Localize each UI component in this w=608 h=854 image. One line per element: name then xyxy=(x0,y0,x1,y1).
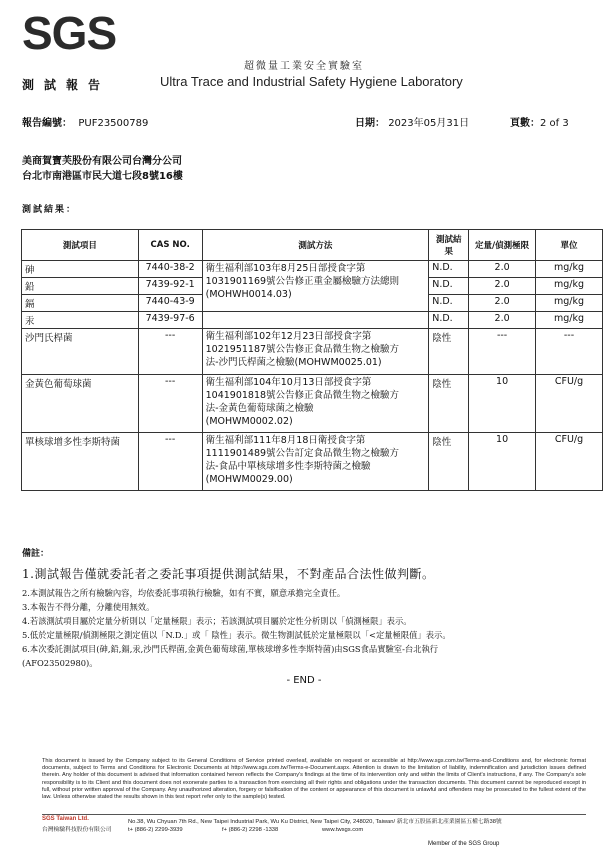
page-number: 頁數：2 of 3 xyxy=(510,118,569,129)
cell-limit: 2.0 xyxy=(469,278,536,295)
cell-result: 陰性 xyxy=(429,433,469,491)
cell-item: 砷 xyxy=(22,261,139,278)
client-address: 台北市南港區市民大道七段8號16樓 xyxy=(22,171,183,182)
notes-section xyxy=(22,546,592,670)
cell-method xyxy=(202,312,429,329)
footer-member: Member of the SGS Group xyxy=(428,841,500,847)
sgs-logo: SGS xyxy=(22,7,117,59)
cell-cas: 7439-97-6 xyxy=(138,312,202,329)
cell-unit: mg/kg xyxy=(536,261,603,278)
cell-limit: 2.0 xyxy=(469,312,536,329)
note-item: 2.本測試報告之所有檢驗內容，均依委託事項執行檢驗，如有不實，願意承擔完全責任。 xyxy=(22,588,346,598)
cell-unit: CFU/g xyxy=(536,375,603,433)
cell-result: N.D. xyxy=(429,312,469,329)
cell-unit: mg/kg xyxy=(536,312,603,329)
header-item: 測試項目 xyxy=(22,230,139,261)
header-method: 測試方法 xyxy=(202,230,429,261)
cell-method: 衛生福利部104年10月13日部授食字第 1041901818號公告修正食品微生物之檢驗方 法-金黃色葡萄球菌之檢驗 (MOHWM0002.02) xyxy=(202,375,429,433)
client-name: 美商賀寶芙股份有限公司台灣分公司 xyxy=(22,156,182,167)
note-item: 1.測試報告僅就委託者之委託事項提供測試結果，不對產品合法性做判斷。 xyxy=(22,567,435,581)
cell-cas: 7439-92-1 xyxy=(138,278,202,295)
footer-divider xyxy=(42,814,586,815)
end-marker: - END - xyxy=(286,675,322,686)
cell-limit: 10 xyxy=(469,375,536,433)
footer-tel: t+ (886-2) 2299-3939 xyxy=(128,827,183,833)
note-item: 6.本次委託測試項目(砷,鉛,鎘,汞,沙門氏桿菌,金黃色葡萄球菌,單核球增多性李斯特菌)由SGS食品實驗室-台北執行 xyxy=(22,644,439,654)
cell-result: 陰性 xyxy=(429,329,469,375)
header-limit: 定量/偵測極限 xyxy=(469,230,536,261)
cell-result: N.D. xyxy=(429,295,469,312)
cell-item: 鉛 xyxy=(22,278,139,295)
legal-disclaimer: This document is issued by the Company subject to its General Conditions of Service printed overleaf, available on request or accessible at http://www.sgs.com.tw/Terms-and-Conditions and, for electronic format documents, subject to Terms and Conditions for Electronic Documents at http://www.sgs.com.tw/Terms-e-Document.aspx. Attention is drawn to the limitation of liability, indemnification and jurisdiction issues defined therein. Any holder of this document is advised that information contained hereon reflects the Company's findings at the time of its intervention only and within the limits of Client's instructions, if any. The Company's sole responsibility is to its Client and this document does not exonerate parties to a transaction from exercising all their rights and obligations under the transaction documents. This document cannot be reproduced except in full, without prior written approval of the Company. Any unauthorized alteration, forgery or falsification of the content or appearance of this document is unlawful and offenders may be prosecuted to the fullest extent of the law. Unless otherwise stated the results shown in this test report refer only to the sample(s) tested. xyxy=(42,758,586,801)
header-cas: CAS NO. xyxy=(138,230,202,261)
footer-address: No.38, Wu Chyuan 7th Rd., New Taipei Industrial Park, Wu Ku District, New Taipei City, 248020, Taiwan/ 新北市五股區新北產業園區五權七路38號 xyxy=(128,819,502,825)
table-row xyxy=(22,375,603,433)
lab-name-en: Ultra Trace and Industrial Safety Hygiene Laboratory xyxy=(160,74,463,89)
header-unit: 單位 xyxy=(536,230,603,261)
cell-limit: 2.0 xyxy=(469,261,536,278)
cell-unit: --- xyxy=(536,329,603,375)
cell-item: 沙門氏桿菌 xyxy=(22,329,139,375)
footer-web: www.twsgs.com xyxy=(322,827,364,833)
cell-unit: CFU/g xyxy=(536,433,603,491)
cell-cas: 7440-43-9 xyxy=(138,295,202,312)
cell-method: 衛生福利部102年12月23日部授食字第 1021951187號公告修正食品微生物之檢驗方 法-沙門氏桿菌之檢驗(MOHWM0025.01) xyxy=(202,329,429,375)
footer-company-zh: 台灣檢驗科技股份有限公司 xyxy=(42,827,112,833)
note-item: 3.本報告不得分離，分離使用無效。 xyxy=(22,602,155,612)
cell-item: 鎘 xyxy=(22,295,139,312)
table-header-row xyxy=(22,230,603,261)
header-result: 測試結果 xyxy=(429,230,469,261)
report-title-zh: 測試報告 xyxy=(22,78,111,92)
footer-company-en: SGS Taiwan Ltd. xyxy=(42,816,89,822)
note-item: 4.若該測試項目屬於定量分析則以「定量極限」表示；若該測試項目屬於定性分析則以「偵測極限」表示。 xyxy=(22,616,412,626)
results-table xyxy=(21,229,603,491)
table-row xyxy=(22,312,603,329)
table-row xyxy=(22,261,603,278)
cell-unit: mg/kg xyxy=(536,278,603,295)
table-row xyxy=(22,433,603,491)
results-label: 測試結果： xyxy=(22,205,78,215)
cell-item: 汞 xyxy=(22,312,139,329)
cell-cas: --- xyxy=(138,329,202,375)
cell-limit: 10 xyxy=(469,433,536,491)
cell-cas: --- xyxy=(138,375,202,433)
cell-item: 金黃色葡萄球菌 xyxy=(22,375,139,433)
cell-limit: --- xyxy=(469,329,536,375)
note-item: (AFO23502980)。 xyxy=(22,658,98,668)
cell-item: 單核球增多性李斯特菌 xyxy=(22,433,139,491)
cell-result: N.D. xyxy=(429,278,469,295)
note-item: 5.低於定量極限/偵測極限之測定值以「N.D.」或「 陰性」表示。微生物測試低於定量極限以「<定量極限值」表示。 xyxy=(22,630,451,640)
report-date: 日期： 2023年05月31日 xyxy=(355,118,470,129)
cell-result: 陰性 xyxy=(429,375,469,433)
cell-result: N.D. xyxy=(429,261,469,278)
cell-method: 衛生福利部111年8月18日衛授食字第 1111901489號公告訂定食品微生物之檢驗方 法-食品中單核球增多性李斯特菌之檢驗 (MOHWM0029.00) xyxy=(202,433,429,491)
cell-limit: 2.0 xyxy=(469,295,536,312)
report-number: 報告編號： PUF23500789 xyxy=(22,118,149,129)
cell-cas: --- xyxy=(138,433,202,491)
lab-name-zh: 超微量工業安全實驗室 xyxy=(244,61,364,72)
table-row xyxy=(22,329,603,375)
notes-heading: 備註： xyxy=(22,549,50,559)
footer-fax: f+ (886-2) 2298 -1338 xyxy=(222,827,279,833)
cell-cas: 7440-38-2 xyxy=(138,261,202,278)
cell-method-metals: 衛生福利部103年8月25日部授食字第 1031901169號公告修正重金屬檢驗方法總則 (MOHWH0014.03) xyxy=(202,261,429,312)
cell-unit: mg/kg xyxy=(536,295,603,312)
